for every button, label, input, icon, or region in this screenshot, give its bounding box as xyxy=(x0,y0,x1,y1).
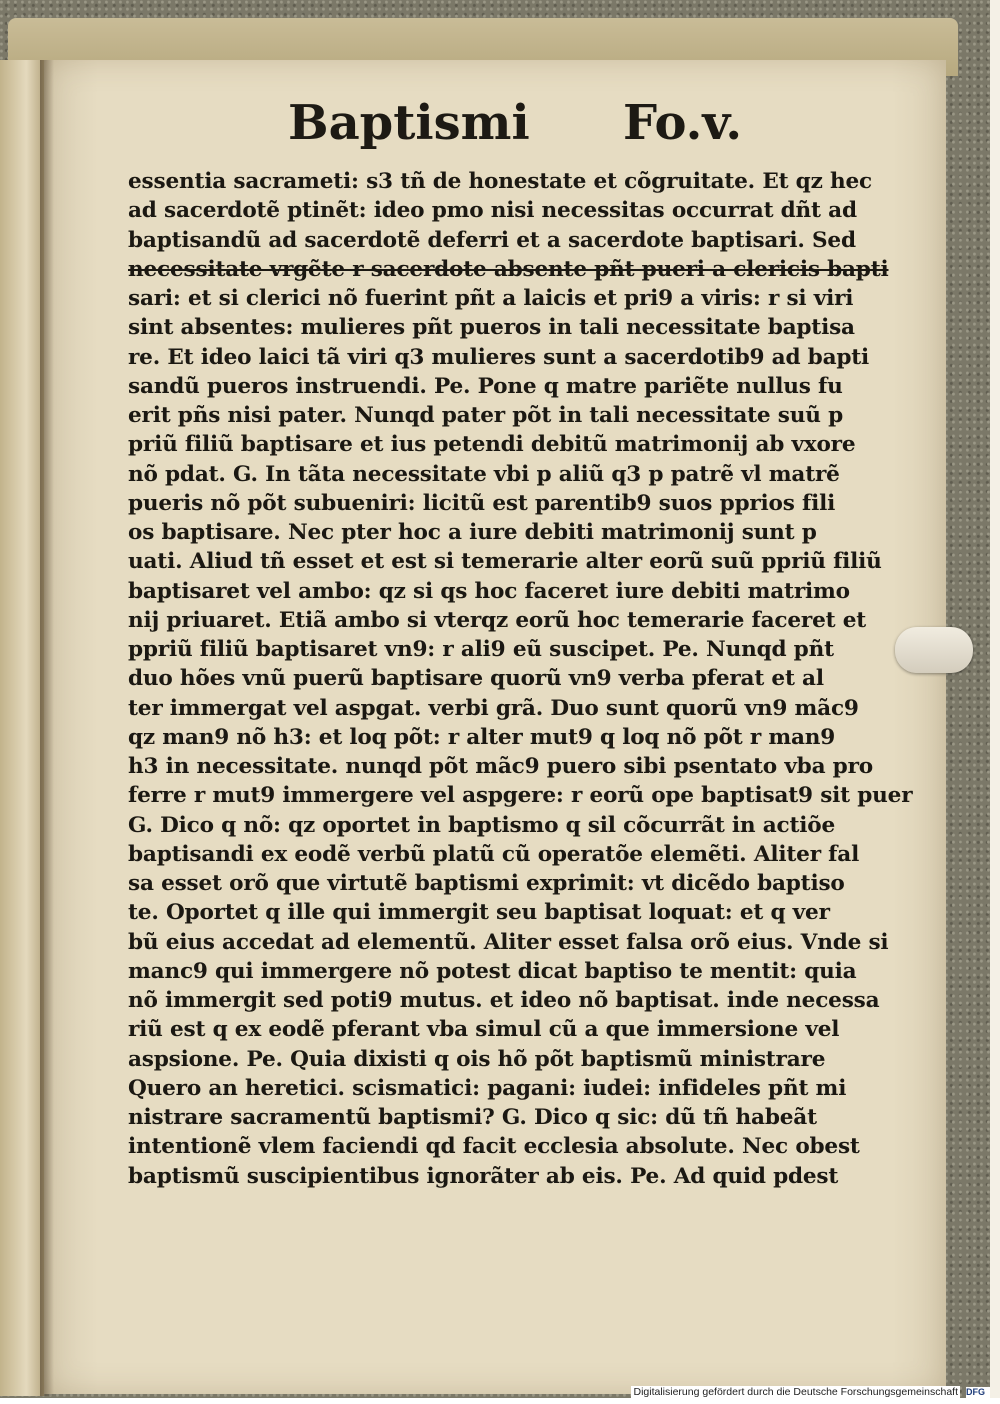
text-line: ter immergat vel aspgat. verbi grã. Duo sunt quorũ vn9 mãc9 xyxy=(128,695,859,721)
dfg-logo-icon: DFG xyxy=(966,1387,990,1399)
folio-number: Fo.v. xyxy=(623,95,743,151)
text-line: baptismũ suscipientibus ignorãter ab eis. Pe. Ad quid pdest xyxy=(128,1163,839,1189)
text-line: te. Oportet q ille qui immergit seu baptisat loquat: et q ver xyxy=(128,900,830,926)
text-line: nij priuaret. Etiã ambo si vterqz eorũ hoc temerarie faceret et xyxy=(128,607,867,633)
text-line: G. Dico q nõ: qz oportet in baptismo q sil cõcurrãt in actiõe xyxy=(128,812,836,838)
text-line: sari: et si clerici nõ fuerint pñt a laicis et pri9 a viris: r si viri xyxy=(128,286,854,311)
text-line: ad sacerdotẽ ptinẽt: ideo pmo nisi necessitas occurrat dñt ad xyxy=(128,198,857,224)
text-line: os baptisare. Nec pter hoc a iure debiti matrimonij sunt p xyxy=(128,520,817,545)
text-line: sint absentes: mulieres pñt pueros in tali necessitate baptisa xyxy=(128,315,855,341)
text-line: nistrare sacramentũ baptismi? G. Dico q sic: dũ tñ habeãt xyxy=(128,1105,817,1130)
body-text xyxy=(128,167,913,1191)
text-line: duo hões vnũ puerũ baptisare quorũ vn9 verba pferat et al xyxy=(128,666,824,692)
text-line: Quero an heretici. scismatici: pagani: iudei: infideles pñt mi xyxy=(128,1075,847,1101)
text-line: manc9 qui immergere nõ potest dicat baptiso te mentit: quia xyxy=(128,958,857,984)
text-line: baptisaret vel ambo: qz si qs hoc faceret iure debiti matrimo xyxy=(128,578,850,604)
page-tab-marker xyxy=(895,627,973,673)
left-page-edge xyxy=(0,60,44,1396)
text-line: re. Et ideo laici tã viri q3 mulieres sunt a sacerdotib9 ad bapti xyxy=(128,344,870,370)
text-line: pueris nõ põt subueniri: licitũ est parentib9 suos pprios fili xyxy=(128,490,836,516)
text-line: uati. Aliud tñ esset et est si temerarie alter eorũ suũ ppriũ filiũ xyxy=(128,549,882,575)
text-line: essentia sacrameti: s3 tñ de honestate et cõgruitate. Et qz hec xyxy=(128,169,872,194)
text-line: nõ immergit sed poti9 mutus. et ideo nõ baptisat. inde necessa xyxy=(128,988,880,1013)
text-line: h3 in necessitate. nunqd põt mãc9 puero sibi psentato vba pro xyxy=(128,754,873,779)
text-line: necessitate vrgẽte r sacerdote absente pñt pueri a clericis bapti xyxy=(128,256,889,282)
footer-bar xyxy=(0,1398,1000,1404)
dfg-credit: Digitalisierung gefördert durch die Deutsche Forschungsgemeinschaft xyxy=(633,1386,958,1398)
text-line: baptisandi ex eodẽ verbũ platũ cũ operatõe elemẽti. Aliter fal xyxy=(128,841,860,867)
text-line: erit pñs nisi pater. Nunqd pater põt in tali necessitate suũ p xyxy=(128,403,843,428)
text-line: bũ eius accedat ad elementũ. Aliter esset falsa orõ eius. Vnde si xyxy=(128,929,889,955)
text-line: sandũ pueros instruendi. Pe. Pone q matre pariẽte nullus fu xyxy=(128,373,843,399)
text-line: priũ filiũ baptisare et ius petendi debitũ matrimonij ab vxore xyxy=(128,432,856,458)
text-line: aspsione. Pe. Quia dixisti q ois hõ põt baptismũ ministrare xyxy=(128,1046,826,1072)
text-line: nõ pdat. G. In tãta necessitate vbi p aliũ q3 p patrẽ vl matrẽ xyxy=(128,461,840,487)
text-line: qz man9 nõ h3: et loq põt: r alter mut9 q loq nõ põt r man9 xyxy=(128,724,836,750)
gutter-shadow xyxy=(40,60,54,1396)
text-line: intentionẽ vlem faciendi qd facit ecclesia absolute. Nec obest xyxy=(128,1134,860,1160)
text-line: ppriũ filiũ baptisaret vn9: r ali9 eũ suscipet. Pe. Nunqd pñt xyxy=(128,637,834,662)
text-line: ferre r mut9 immergere vel aspgere: r eorũ ope baptisat9 sit puer xyxy=(128,783,913,809)
header-title: Baptismi xyxy=(288,95,530,151)
text-line: sa esset orõ que virtutẽ baptismi exprimit: vt dicẽdo baptiso xyxy=(128,871,845,896)
text-line: baptisandũ ad sacerdotẽ deferri et a sacerdote baptisari. Sed xyxy=(128,227,856,253)
running-header xyxy=(288,95,768,155)
text-line: riũ est q ex eodẽ pferant vba simul cũ a que immersione vel xyxy=(128,1017,840,1043)
